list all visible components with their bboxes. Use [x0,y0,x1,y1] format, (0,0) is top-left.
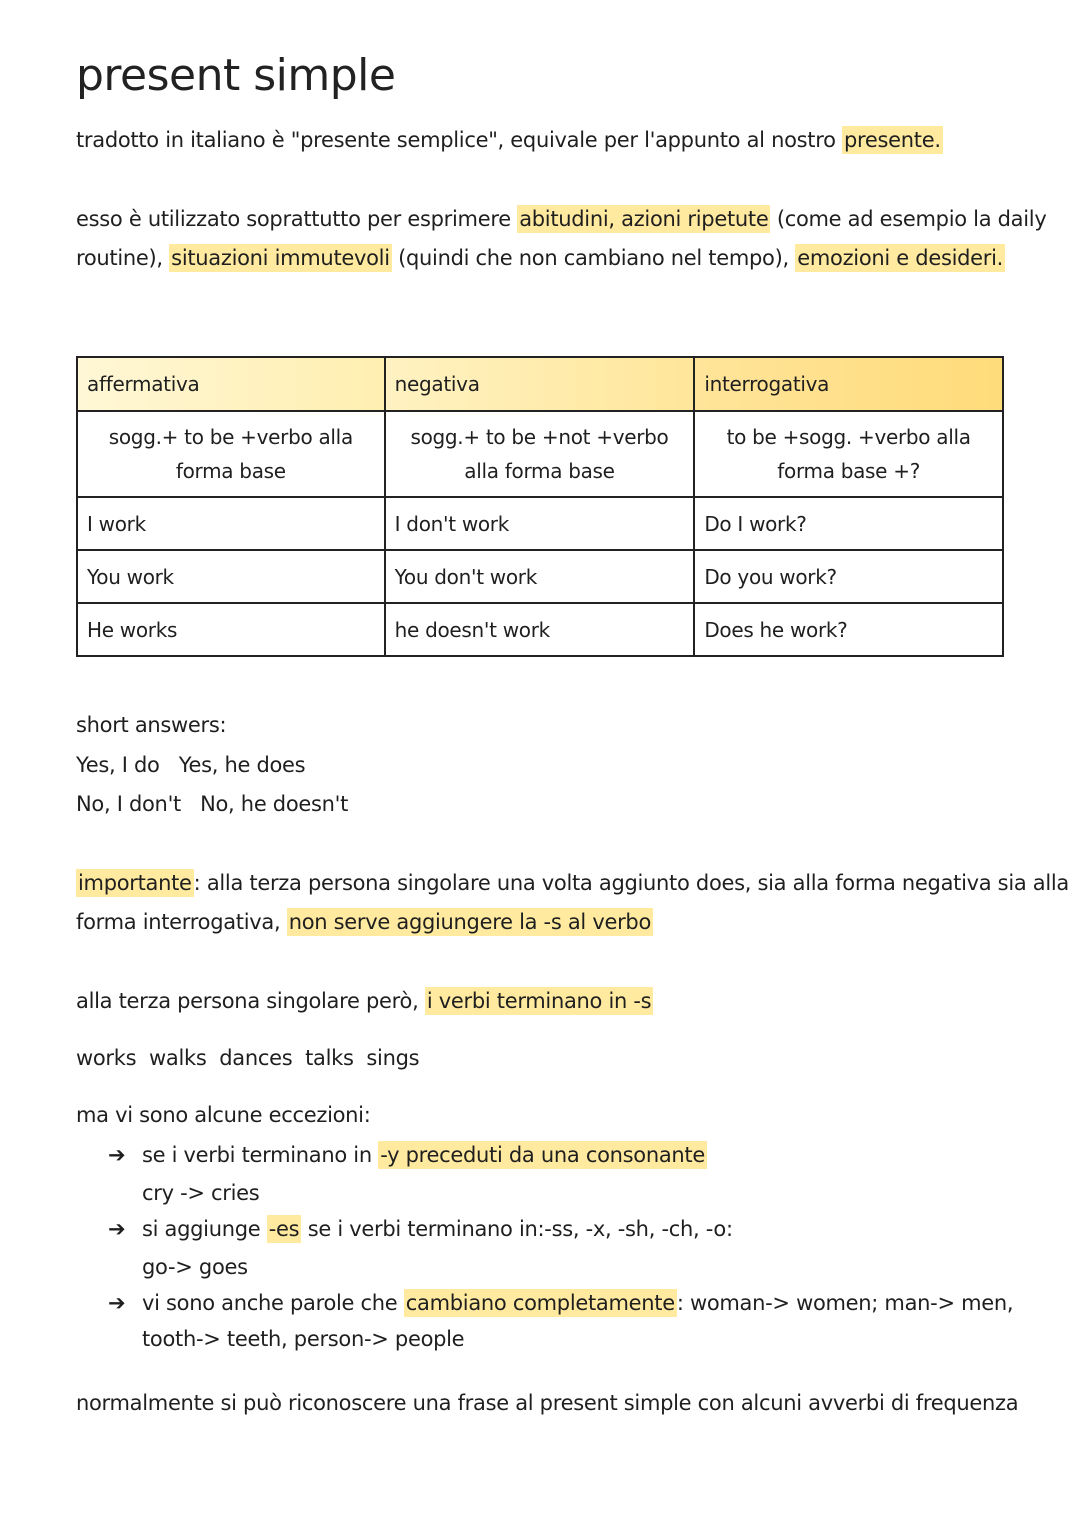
table-cell: sogg.+ to be +verbo alla forma base [77,411,385,497]
exception-example-1: cry -> cries [142,1181,260,1205]
exception-example-3: tooth-> teeth, person-> people [142,1327,465,1351]
exception-text: si aggiunge [142,1217,267,1241]
important-line-1 [76,870,1069,896]
usage-text: routine), [76,246,170,270]
intro-text: tradotto in italiano è "presente semplice", equivale per l'appunto al nostro [76,128,843,152]
short-answers-yes: Yes, I do Yes, he does [76,753,306,777]
important-highlight: importante [78,871,192,895]
exception-highlight: cambiano completamente [405,1291,675,1315]
usage-line-2 [76,245,1005,271]
exception-item-2 [108,1216,733,1242]
table-cell: sogg.+ to be +not +verbo alla forma base [385,411,695,497]
usage-highlight: abitudini, azioni ripetute [519,207,769,231]
usage-text: (come ad esempio la daily [770,207,1047,231]
exception-text: se i verbi terminano in [142,1143,379,1167]
verb-examples: works walks dances talks sings [76,1046,420,1070]
table-row [77,550,1003,603]
third-person-highlight: i verbi terminano in -s [426,989,652,1013]
exception-item-1 [108,1142,707,1168]
arrow-icon: ➔ [108,1143,126,1167]
table-cell: You don't work [385,550,695,603]
table-header-row [77,357,1003,411]
exception-text: se i verbi terminano in:-ss, -x, -sh, -ch, -o: [301,1217,733,1241]
third-person-text: alla terza persona singolare però, [76,989,425,1013]
important-line-2 [76,909,653,935]
table-rule-row [77,411,1003,497]
intro-highlight: presente. [844,128,941,152]
usage-text: esso è utilizzato soprattutto per esprimere [76,207,518,231]
exception-text: : woman-> women; man-> men, [676,1291,1014,1315]
exception-highlight: -es [268,1217,300,1241]
exception-text: vi sono anche parole che [142,1291,404,1315]
table-cell: I work [77,497,385,550]
usage-line-1 [76,206,1046,232]
usage-highlight: situazioni immutevoli [171,246,390,270]
exceptions-label: ma vi sono alcune eccezioni: [76,1103,371,1127]
table-row [77,603,1003,656]
exception-item-3 [108,1290,1013,1316]
table-cell: Do I work? [694,497,1003,550]
table-row [77,497,1003,550]
table-cell: Do you work? [694,550,1003,603]
usage-text: (quindi che non cambiano nel tempo), [391,246,796,270]
header-interrogativa: interrogativa [694,357,1003,411]
conjugation-table [76,356,1004,657]
header-affermativa: affermativa [77,357,385,411]
short-answers-label: short answers: [76,713,227,737]
header-negativa: negativa [385,357,695,411]
short-answers-no: No, I don't No, he doesn't [76,792,349,816]
table-cell: he doesn't work [385,603,695,656]
usage-highlight: emozioni e desideri. [797,246,1004,270]
important-highlight: non serve aggiungere la -s al verbo [288,910,651,934]
table-cell: I don't work [385,497,695,550]
table-cell: to be +sogg. +verbo alla forma base +? [694,411,1003,497]
exception-highlight: -y preceduti da una consonante [380,1143,705,1167]
table-cell: He works [77,603,385,656]
arrow-icon: ➔ [108,1291,126,1315]
intro-paragraph [76,127,943,153]
page-title: present simple [76,50,396,101]
table-cell: Does he work? [694,603,1003,656]
important-text: : alla terza persona singolare una volta aggiunto does, sia alla forma negativa sia alla [193,871,1070,895]
exception-example-2: go-> goes [142,1255,248,1279]
third-person-line [76,988,653,1014]
table-cell: You work [77,550,385,603]
final-note: normalmente si può riconoscere una frase al present simple con alcuni avverbi di frequenza [76,1391,1019,1415]
arrow-icon: ➔ [108,1217,126,1241]
important-text: forma interrogativa, [76,910,287,934]
